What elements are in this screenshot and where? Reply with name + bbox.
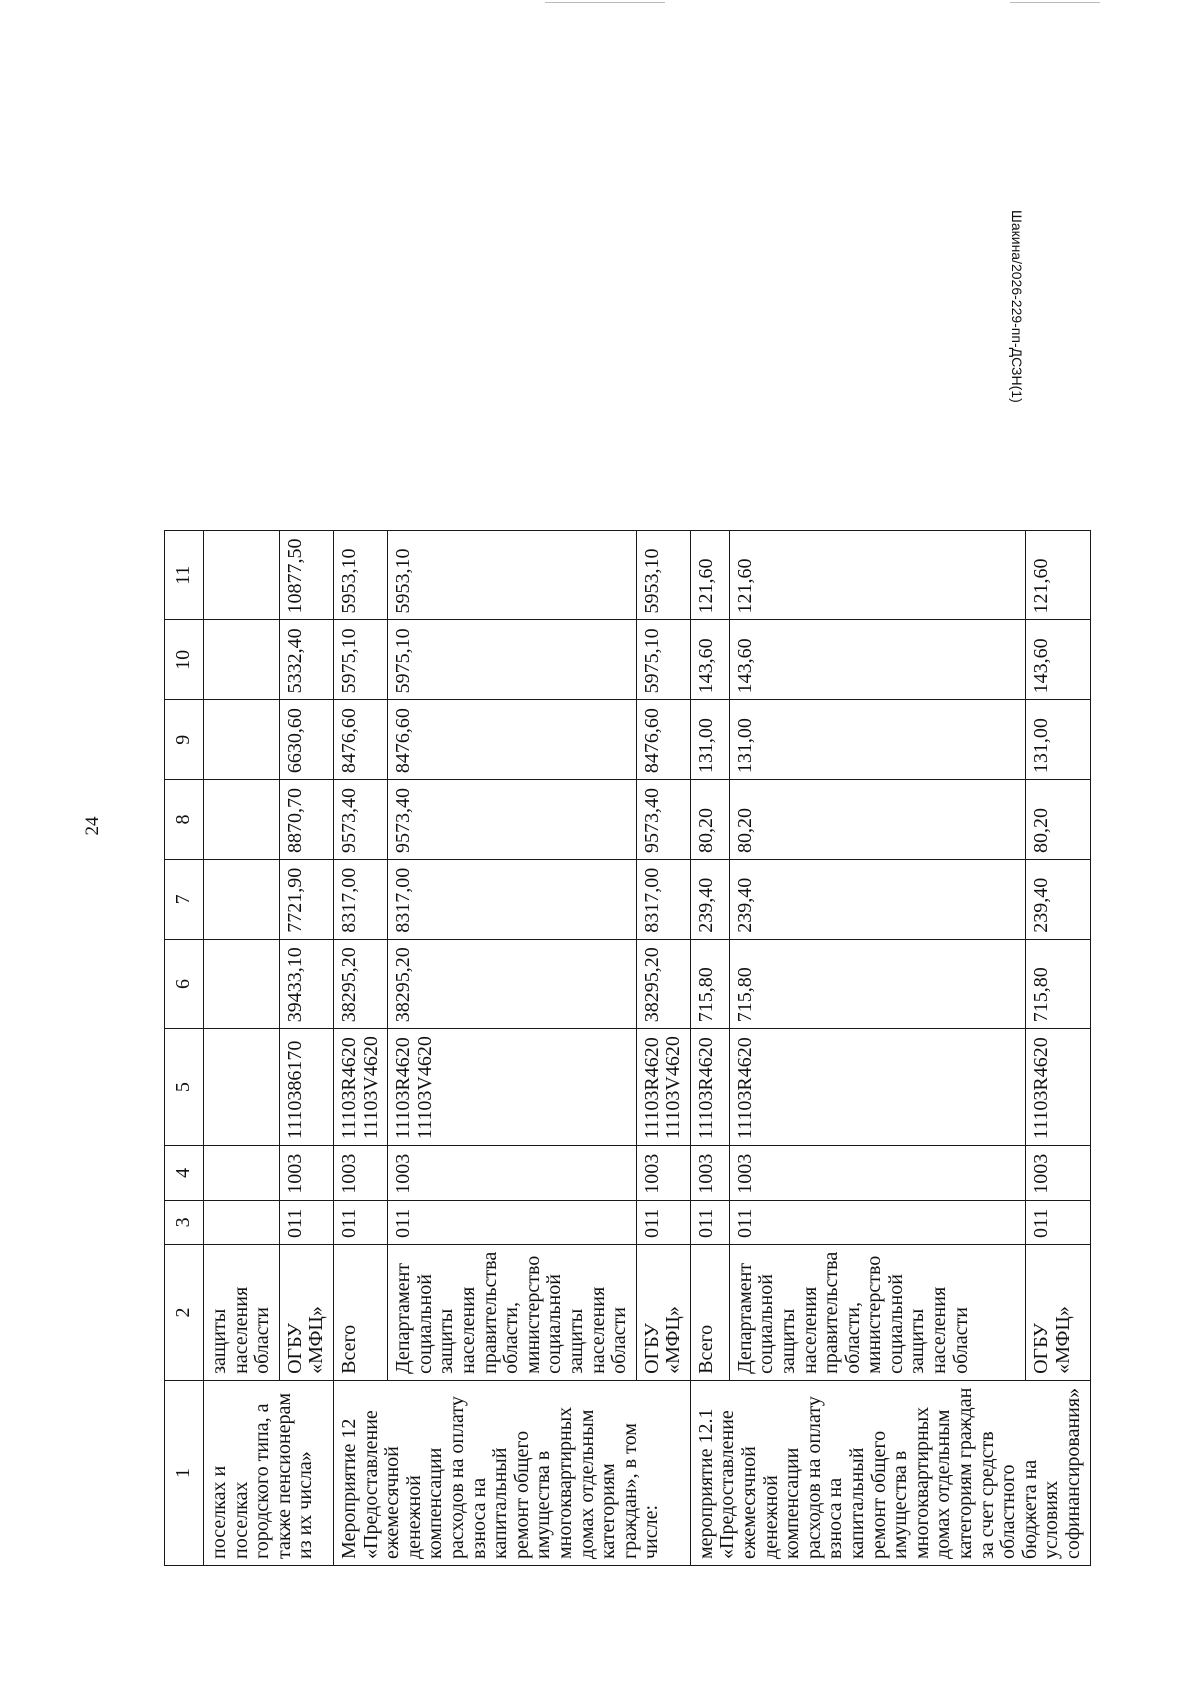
- value-cell: 143,60: [690, 620, 729, 700]
- header-cell: 6: [165, 939, 204, 1028]
- value-cell: 8317,00: [636, 859, 690, 939]
- value-cell: 5953,10: [636, 531, 690, 621]
- budget-table: [164, 530, 1091, 1566]
- header-cell: 1: [165, 1380, 204, 1565]
- csr-cell: 11103R4620: [1025, 1029, 1090, 1146]
- value-cell: 5953,10: [388, 531, 637, 621]
- executor-cell: ОГБУ «МФЦ»: [636, 1245, 690, 1381]
- value-cell: 5953,10: [333, 531, 387, 621]
- value-cell: 239,40: [690, 859, 729, 939]
- value-cell: 121,60: [690, 531, 729, 621]
- value-cell: [204, 780, 280, 860]
- table-row: [204, 531, 280, 1566]
- rzpr-cell: 1003: [636, 1146, 690, 1201]
- value-cell: [204, 939, 280, 1028]
- value-cell: 80,20: [690, 780, 729, 860]
- gr-cell: 011: [1025, 1200, 1090, 1244]
- scan-artifact: [545, 2, 665, 3]
- value-cell: 9573,40: [388, 780, 637, 860]
- executor-cell: Департамент социальной защиты населения правительства области, министерство социальной защиты населения области: [729, 1245, 1025, 1381]
- event-cell: Мероприятие 12 «Предоставление ежемесячной денежной компенсации расходов на оплату взноса на капитальный ремонт общего имущества в многоквартирных домах отдельным категориям граждан», в том числе:: [333, 1380, 690, 1565]
- header-cell: 5: [165, 1029, 204, 1146]
- value-cell: 9573,40: [333, 780, 387, 860]
- header-cell: 11: [165, 531, 204, 621]
- gr-cell: [204, 1200, 280, 1244]
- value-cell: 131,00: [729, 700, 1025, 780]
- value-cell: 143,60: [729, 620, 1025, 700]
- csr-cell: [204, 1029, 280, 1146]
- value-cell: 9573,40: [636, 780, 690, 860]
- rzpr-cell: 1003: [279, 1146, 333, 1201]
- header-cell: 7: [165, 859, 204, 939]
- header-cell: 8: [165, 780, 204, 860]
- document-code: Шакина/2026-229-пп-ДСЗН(1): [1009, 210, 1025, 403]
- executor-cell: защиты населения области: [204, 1245, 280, 1381]
- value-cell: [204, 531, 280, 621]
- budget-table-container: [164, 530, 1091, 1566]
- event-cell: поселках и поселках городского типа, а также пенсионерам из их числа»: [204, 1380, 334, 1565]
- table-row: [333, 531, 387, 1566]
- csr-cell: 11103R4620: [729, 1029, 1025, 1146]
- value-cell: [204, 859, 280, 939]
- value-cell: 6630,60: [279, 700, 333, 780]
- gr-cell: 011: [636, 1200, 690, 1244]
- value-cell: 5975,10: [636, 620, 690, 700]
- executor-cell: Департамент социальной защиты населения правительства области, министерство социальной защиты населения области: [388, 1245, 637, 1381]
- value-cell: 80,20: [1025, 780, 1090, 860]
- gr-cell: 011: [388, 1200, 637, 1244]
- value-cell: 131,00: [1025, 700, 1090, 780]
- value-cell: 121,60: [1025, 531, 1090, 621]
- value-cell: 239,40: [1025, 859, 1090, 939]
- header-cell: 9: [165, 700, 204, 780]
- header-row: [165, 531, 204, 1566]
- gr-cell: 011: [333, 1200, 387, 1244]
- csr-cell: 1110386170: [279, 1029, 333, 1146]
- gr-cell: 011: [279, 1200, 333, 1244]
- value-cell: 715,80: [1025, 939, 1090, 1028]
- value-cell: 38295,20: [388, 939, 637, 1028]
- rzpr-cell: 1003: [690, 1146, 729, 1201]
- executor-cell: ОГБУ «МФЦ»: [1025, 1245, 1090, 1381]
- value-cell: [204, 620, 280, 700]
- executor-cell: Всего: [333, 1245, 387, 1381]
- rzpr-cell: 1003: [333, 1146, 387, 1201]
- value-cell: 8476,60: [388, 700, 637, 780]
- value-cell: 39433,10: [279, 939, 333, 1028]
- value-cell: 8317,00: [333, 859, 387, 939]
- value-cell: 5975,10: [333, 620, 387, 700]
- rzpr-cell: 1003: [388, 1146, 637, 1201]
- rzpr-cell: 1003: [729, 1146, 1025, 1201]
- value-cell: 8476,60: [636, 700, 690, 780]
- header-cell: 10: [165, 620, 204, 700]
- value-cell: 121,60: [729, 531, 1025, 621]
- csr-cell: 11103R4620: [690, 1029, 729, 1146]
- value-cell: [204, 700, 280, 780]
- header-cell: 2: [165, 1245, 204, 1381]
- csr-cell: 11103R4620 11103V4620: [388, 1029, 637, 1146]
- value-cell: 7721,90: [279, 859, 333, 939]
- gr-cell: 011: [729, 1200, 1025, 1244]
- value-cell: 5975,10: [388, 620, 637, 700]
- value-cell: 10877,50: [279, 531, 333, 621]
- executor-cell: ОГБУ «МФЦ»: [279, 1245, 333, 1381]
- csr-cell: 11103R4620 11103V4620: [333, 1029, 387, 1146]
- value-cell: 239,40: [729, 859, 1025, 939]
- value-cell: 5332,40: [279, 620, 333, 700]
- value-cell: 38295,20: [333, 939, 387, 1028]
- page-number: 24: [82, 816, 103, 836]
- value-cell: 80,20: [729, 780, 1025, 860]
- value-cell: 8317,00: [388, 859, 637, 939]
- executor-cell: Всего: [690, 1245, 729, 1381]
- value-cell: 715,80: [690, 939, 729, 1028]
- scan-artifact: [1010, 2, 1100, 3]
- value-cell: 715,80: [729, 939, 1025, 1028]
- table-row: [690, 531, 729, 1566]
- value-cell: 38295,20: [636, 939, 690, 1028]
- value-cell: 8870,70: [279, 780, 333, 860]
- header-cell: 4: [165, 1146, 204, 1201]
- event-cell: мероприятие 12.1 «Предоставление ежемесячной денежной компенсации расходов на оплату взноса на капитальный ремонт общего имущества в многоквартирных домах отдельным категориям граждан за счет средств областного бюджета на условиях софинансирования»: [690, 1380, 1090, 1565]
- value-cell: 131,00: [690, 700, 729, 780]
- value-cell: 143,60: [1025, 620, 1090, 700]
- rzpr-cell: [204, 1146, 280, 1201]
- csr-cell: 11103R4620 11103V4620: [636, 1029, 690, 1146]
- gr-cell: 011: [690, 1200, 729, 1244]
- header-cell: 3: [165, 1200, 204, 1244]
- rzpr-cell: 1003: [1025, 1146, 1090, 1201]
- value-cell: 8476,60: [333, 700, 387, 780]
